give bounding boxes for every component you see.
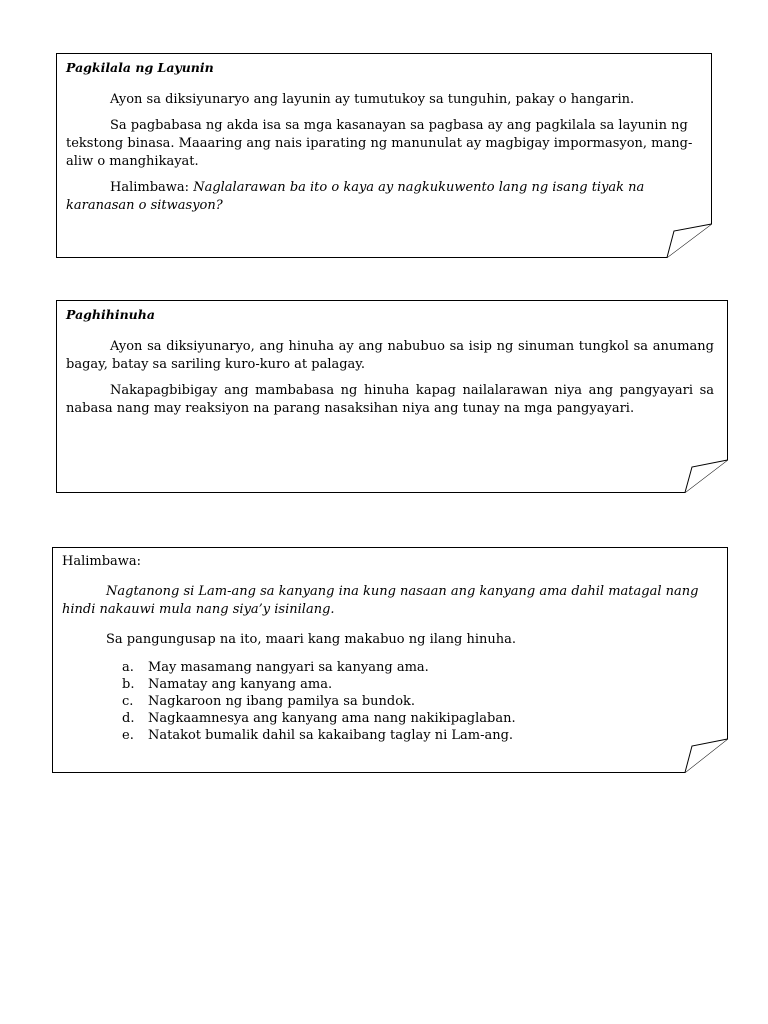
example-text: Naglalarawan ba ito o kaya ay nagkukuwento lang ng isang tiyak na karanasan o sitwasyon? xyxy=(66,180,645,213)
intro-sentence: Sa pangungusap na ito, maari kang makabuo ng ilang hinuha. xyxy=(106,632,516,647)
list-marker: a. xyxy=(122,660,134,675)
definition-paragraph: Ayon sa diksiyunaryo, ang hinuha ay ang nabubuo sa isip ng sinuman tungkol sa anumang bagay, batay sa sariling kuro-kuro at palagay. xyxy=(66,339,714,372)
list-item xyxy=(122,727,714,744)
explanation-paragraph: Nakapagbibigay ang mambabasa ng hinuha kapag nailalarawan niya ang pangyayari sa nabasa nang may reaksiyon na parang nasaksihan niya ang tunay na mga pangyayari. xyxy=(66,383,714,416)
list-item xyxy=(122,693,714,710)
list-marker: d. xyxy=(122,711,135,726)
explanation-paragraph: Sa pagbabasa ng akda isa sa mga kasanayan sa pagbasa ay ang pagkilala sa layunin ng tekstong binasa. Maaaring ang nais iparating ng manunulat ay magbigay impormasyon, mang-aliw o manghikayat. xyxy=(66,118,693,169)
note-halimbawa xyxy=(52,547,728,773)
example-label: Halimbawa: xyxy=(110,180,194,195)
inference-list xyxy=(62,659,714,744)
list-item-text: Namatay ang kanyang ama. xyxy=(148,677,333,692)
list-marker: c. xyxy=(122,694,134,709)
list-item-text: Nagkaroon ng ibang pamilya sa bundok. xyxy=(148,694,416,709)
list-item-text: Nagkaamnesya ang kanyang ama nang nakikipaglaban. xyxy=(148,711,516,726)
example-paragraph xyxy=(66,179,698,215)
note-title: Pagkilala ng Layunin xyxy=(66,60,214,75)
note-pagkilala-ng-layunin xyxy=(56,53,712,258)
list-item xyxy=(122,659,714,676)
note-title: Paghihinuha xyxy=(66,307,155,322)
list-item-text: May masamang nangyari sa kanyang ama. xyxy=(148,660,429,675)
list-item xyxy=(122,676,714,693)
note-paghihinuha xyxy=(56,300,728,493)
definition-paragraph: Ayon sa diksiyunaryo ang layunin ay tumutukoy sa tunguhin, pakay o hangarin. xyxy=(110,92,635,107)
list-item xyxy=(122,710,714,727)
list-marker: e. xyxy=(122,728,134,743)
note-label: Halimbawa: xyxy=(62,554,142,569)
example-sentence: Nagtanong si Lam-ang sa kanyang ina kung nasaan ang kanyang ama dahil matagal nang hindi nakauwi mula nang siya’y isinilang. xyxy=(62,584,699,617)
list-marker: b. xyxy=(122,677,135,692)
list-item-text: Natakot bumalik dahil sa kakaibang taglay ni Lam-ang. xyxy=(148,728,514,743)
